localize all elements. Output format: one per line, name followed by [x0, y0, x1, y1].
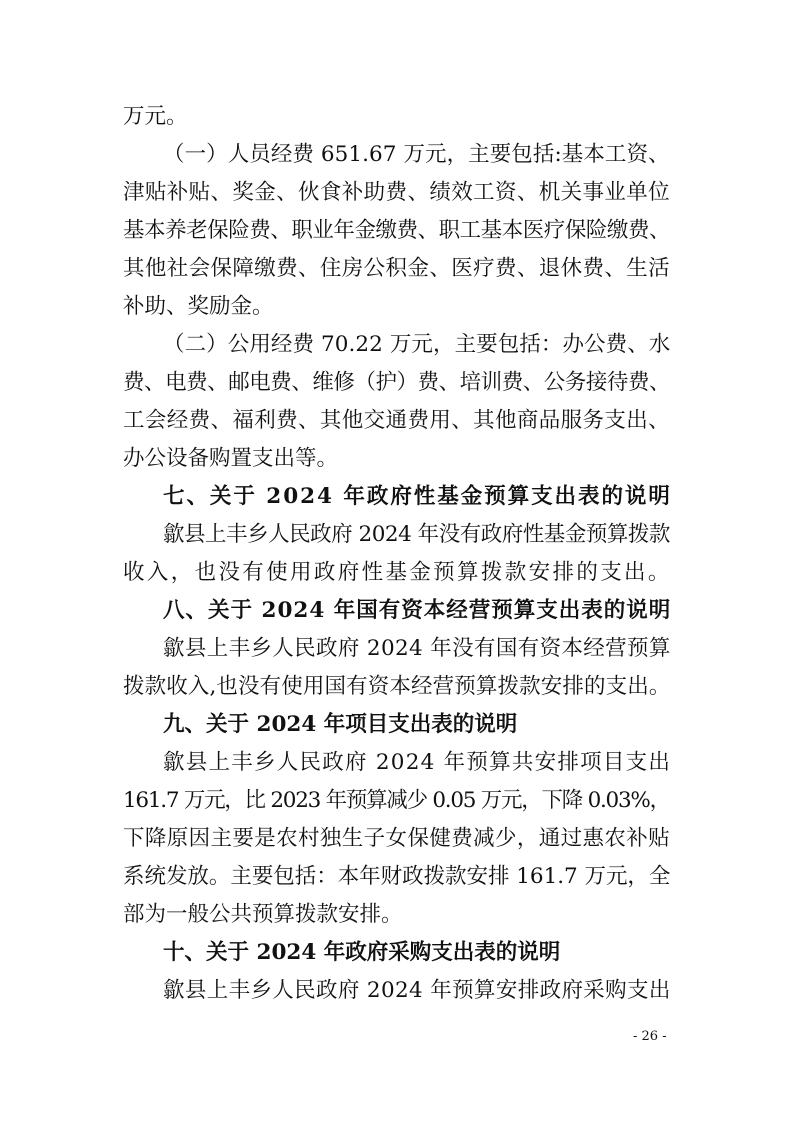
body-text-line: 歙县上丰乡人民政府 2024 年预算安排政府采购支出 — [163, 978, 671, 1003]
body-text-line: 津贴补贴、奖金、伙食补助费、绩效工资、机关事业单位 — [123, 180, 671, 205]
section-heading: 九、关于 2024 年项目支出表的说明 — [163, 712, 518, 737]
body-text-line: 拨款收入,也没有使用国有资本经营预算拨款安排的支出。 — [123, 674, 671, 699]
body-text-line: 歙县上丰乡人民政府 2024 年预算共安排项目支出 — [163, 750, 672, 775]
section-heading: 十、关于 2024 年政府采购支出表的说明 — [163, 940, 561, 965]
body-text-line: 下降原因主要是农村独生子女保健费减少，通过惠农补贴 — [123, 826, 671, 851]
page-number: - 26 - — [633, 1029, 667, 1044]
body-text-line: 办公设备购置支出等。 — [123, 446, 339, 471]
section-heading: 七、关于 2024 年政府性基金预算支出表的说明 — [163, 484, 672, 509]
body-text-line: （二）公用经费 70.22 万元，主要包括：办公费、水 — [163, 332, 671, 357]
body-text-line: 基本养老保险费、职业年金缴费、职工基本医疗保险缴费、 — [123, 218, 671, 243]
body-text-line: 歙县上丰乡人民政府 2024 年没有国有资本经营预算 — [163, 636, 671, 661]
body-text-line: （一）人员经费 651.67 万元，主要包括:基本工资、 — [163, 142, 670, 167]
body-text-line: 部为一般公共预算拨款安排。 — [123, 902, 403, 927]
body-text-line: 其他社会保障缴费、住房公积金、医疗费、退休费、生活 — [123, 256, 671, 281]
body-text-line: 161.7 万元，比 2023 年预算减少 0.05 万元，下降 0.03%， — [123, 788, 670, 813]
body-text-line: 万元。 — [123, 104, 188, 129]
body-text-line: 费、电费、邮电费、维修（护）费、培训费、公务接待费、 — [123, 370, 671, 395]
section-heading: 八、关于 2024 年国有资本经营预算支出表的说明 — [163, 598, 672, 623]
body-text-line: 系统发放。主要包括：本年财政拨款安排 161.7 万元，全 — [123, 864, 671, 889]
body-text-line: 补助、奖励金。 — [123, 294, 274, 319]
body-text-line: 工会经费、福利费、其他交通费用、其他商品服务支出、 — [123, 408, 671, 433]
body-text-line: 收入，也没有使用政府性基金预算拨款安排的支出。 — [123, 560, 672, 585]
body-text-line: 歙县上丰乡人民政府 2024 年没有政府性基金预算拨款 — [163, 522, 670, 547]
